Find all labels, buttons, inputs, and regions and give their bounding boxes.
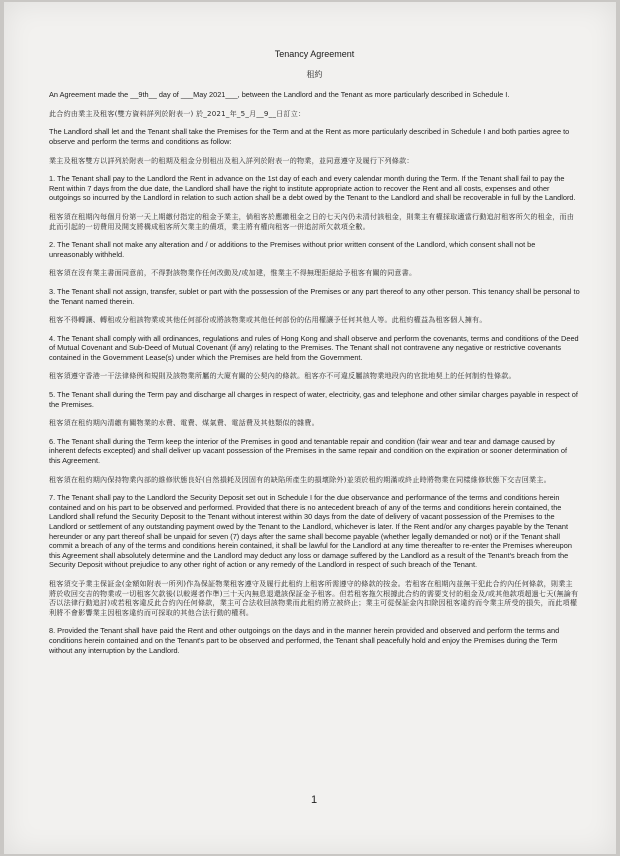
clause-7-zh: 租客須交予業主保証金(金額如附表一所列)作為保証物業租客遵守及履行此租約上租客所需遵守的條款的按金。若租客在租期內並無干犯此合約內任何條款，則業主將於收回交吉的物業或一切租客欠款後(以較遲者作準)三十天內無息退還該保証金予租客。但若租客拖欠根據此合約的需要支付的租金及/或其他款項超過七天(無論有否以法律行動追討)或若租客違反此合約內任何條款，業主可合法收回該物業而此租約將立被終止；業主可從保証金內扣除因租客違約而令業主所受的損失，而此項權利將不會影響業主因租客違約而可採取的其他合法行動的權利。	[49, 578, 579, 617]
document-title-zh: 租約	[306, 69, 323, 79]
document-page	[4, 2, 616, 854]
intro-zh: 此合約由業主及租客(雙方資料詳列於附表一) 於_2021_年_5_月__9__日訂立：	[49, 108, 306, 118]
preamble-zh: 業主及租客雙方以詳列於附表一的租期及租金分別租出及租入詳列於附表一的物業，並同意遵守及履行下列條款：	[49, 155, 414, 165]
clause-2-en: 2. The Tenant shall not make any alteration and / or additions to the Premises without prior written consent of the Landlord, which consent shall not be unreasonably withheld.	[49, 240, 536, 259]
intro-en: An Agreement made the __9th__ day of ___May 2021___, between the Landlord and the Tenant as more particularly described in Schedule I.	[49, 90, 510, 100]
clause-1-zh: 租客須在租期內每個月份第一天上期繳付指定的租金予業主，倘租客於應繳租金之日的七天內仍未清付該租金，則業主有權採取適當行動追討租客所欠的租金，而由此而引起的一切費用及開支將構成租客所欠業主的債項，業主將有權向租客一併追討所欠款項全數。	[49, 211, 575, 231]
clause-7-en: 7. The Tenant shall pay to the Landlord the Security Deposit set out in Schedule I for the due observance and performance of the terms and conditions herein contained and on his part to be observed and performed. Provided that there is no antecedent breach of any of the terms and conditions herein contained, the Landlord shall refund the Security Deposit to the Tenant without interest within 30 days from the date of delivery of vacant possession of the Premises to the Landlord or settlement of any outstanding payment owed by the Tenant to the Landlord, whichever is later. If the Rent and/or any charges payable by the Tenant hereunder or any part thereof shall be unpaid for seven (7) days after the same shall become payable (whether legally demanded or not) or if the Tenant shall commit a breach of any of the terms and conditions herein contained, it shall be lawful for the Landlord at any time thereafter to re-enter the Premises whereupon this Agreement shall absolutely determine and the Landlord may deduct any loss or damage suffered by the Landlord as a result of the Tenant's breach from the Security Deposit without prejudice to any other right of action or any remedy of the Landlord in respect of such breach of the Tenant.	[49, 493, 572, 570]
clause-5-zh: 租客須在租約期內清繳有關物業的水費、電費、煤氣費、電話費及其他類似的雜費。	[49, 418, 319, 428]
clause-5-en: 5. The Tenant shall during the Term pay and discharge all charges in respect of water, electricity, gas and telephone and other similar charges payable in respect of the Premises.	[49, 390, 578, 409]
clause-2-zh: 租客須在沒有業主書面同意前，不得對該物業作任何改動及/或加建，惟業主不得無理拒絕給予租客有關的同意書。	[49, 268, 417, 278]
page-number: 1	[310, 794, 318, 806]
clause-4-en: 4. The Tenant shall comply with all ordinances, regulations and rules of Hong Kong and shall observe and perform the covenants, terms and conditions of the Deed of Mutual Covenant and Sub-Deed of Mutual Covenant (if any) relating to the Premises. The Tenant shall not contravene any negative or restrictive covenants contained in the Government Lease(s) under which the Premises are held from the Government.	[49, 333, 579, 362]
document-body	[49, 50, 580, 664]
clause-1-en: 1. The Tenant shall pay to the Landlord the Rent in advance on the 1st day of each and every calendar month during the Term. If the Tenant shall fail to pay the Rent within 7 days from the due date, the Landlord shall have the right to institute appropriate action to recover the Rent and all costs, expenses and other outgoings so incurred by the Landlord in relation to such action shall be a debt owed by the Tenant to the Landlord and shall be recoverable in full by the Landlord.	[49, 174, 576, 203]
clause-3-en: 3. The Tenant shall not assign, transfer, sublet or part with the possession of the Premises or any part thereof to any other person. This tenancy shall be personal to the Tenant named therein.	[49, 286, 580, 306]
clause-6-zh: 租客須在租約期內保持物業內部的維修狀態良好(自然損耗及因固有的缺陷所產生的損壞除外)並須於租約期滿或終止時將物業在同樣維修狀態下交吉回業主。	[49, 474, 551, 484]
clause-6-en: 6. The Tenant shall during the Term keep the interior of the Premises in good and tenantable repair and condition (fair wear and tear and damage caused by inherent defects excepted) and shall deliver up vacant possession of the Premises in the same repair and condition on the expiration or sooner determination of this Agreement.	[49, 436, 568, 466]
clause-4-zh: 租客須遵守香港一干法律條例和規則及該物業所屬的大廈有關的公契內的條款。租客亦不可違反屬該物業地段內的官批地契上的任何制約性條款。	[49, 371, 516, 381]
clause-8-en: 8. Provided the Tenant shall have paid the Rent and other outgoings on the days and in the manner herein provided and observed and perform the terms and conditions herein contained and on the Tenant's part to be observed and performed, the Tenant shall peacefully hold and enjoy the Premises during the Term without any interruption by the Landlord.	[49, 626, 560, 655]
clause-3-zh: 租客不得轉讓、轉租或分租該物業或其他任何部份或將該物業或其他任何部份的佔用權讓予任何其他人等。此租約權益為租客個人擁有。	[49, 315, 487, 325]
preamble-en: The Landlord shall let and the Tenant shall take the Premises for the Term and at the Rent as more particularly described in Schedule I and both parties agree to observe and perform the terms and conditions as follow:	[49, 127, 570, 146]
document-title: Tenancy Agreement	[274, 49, 355, 59]
